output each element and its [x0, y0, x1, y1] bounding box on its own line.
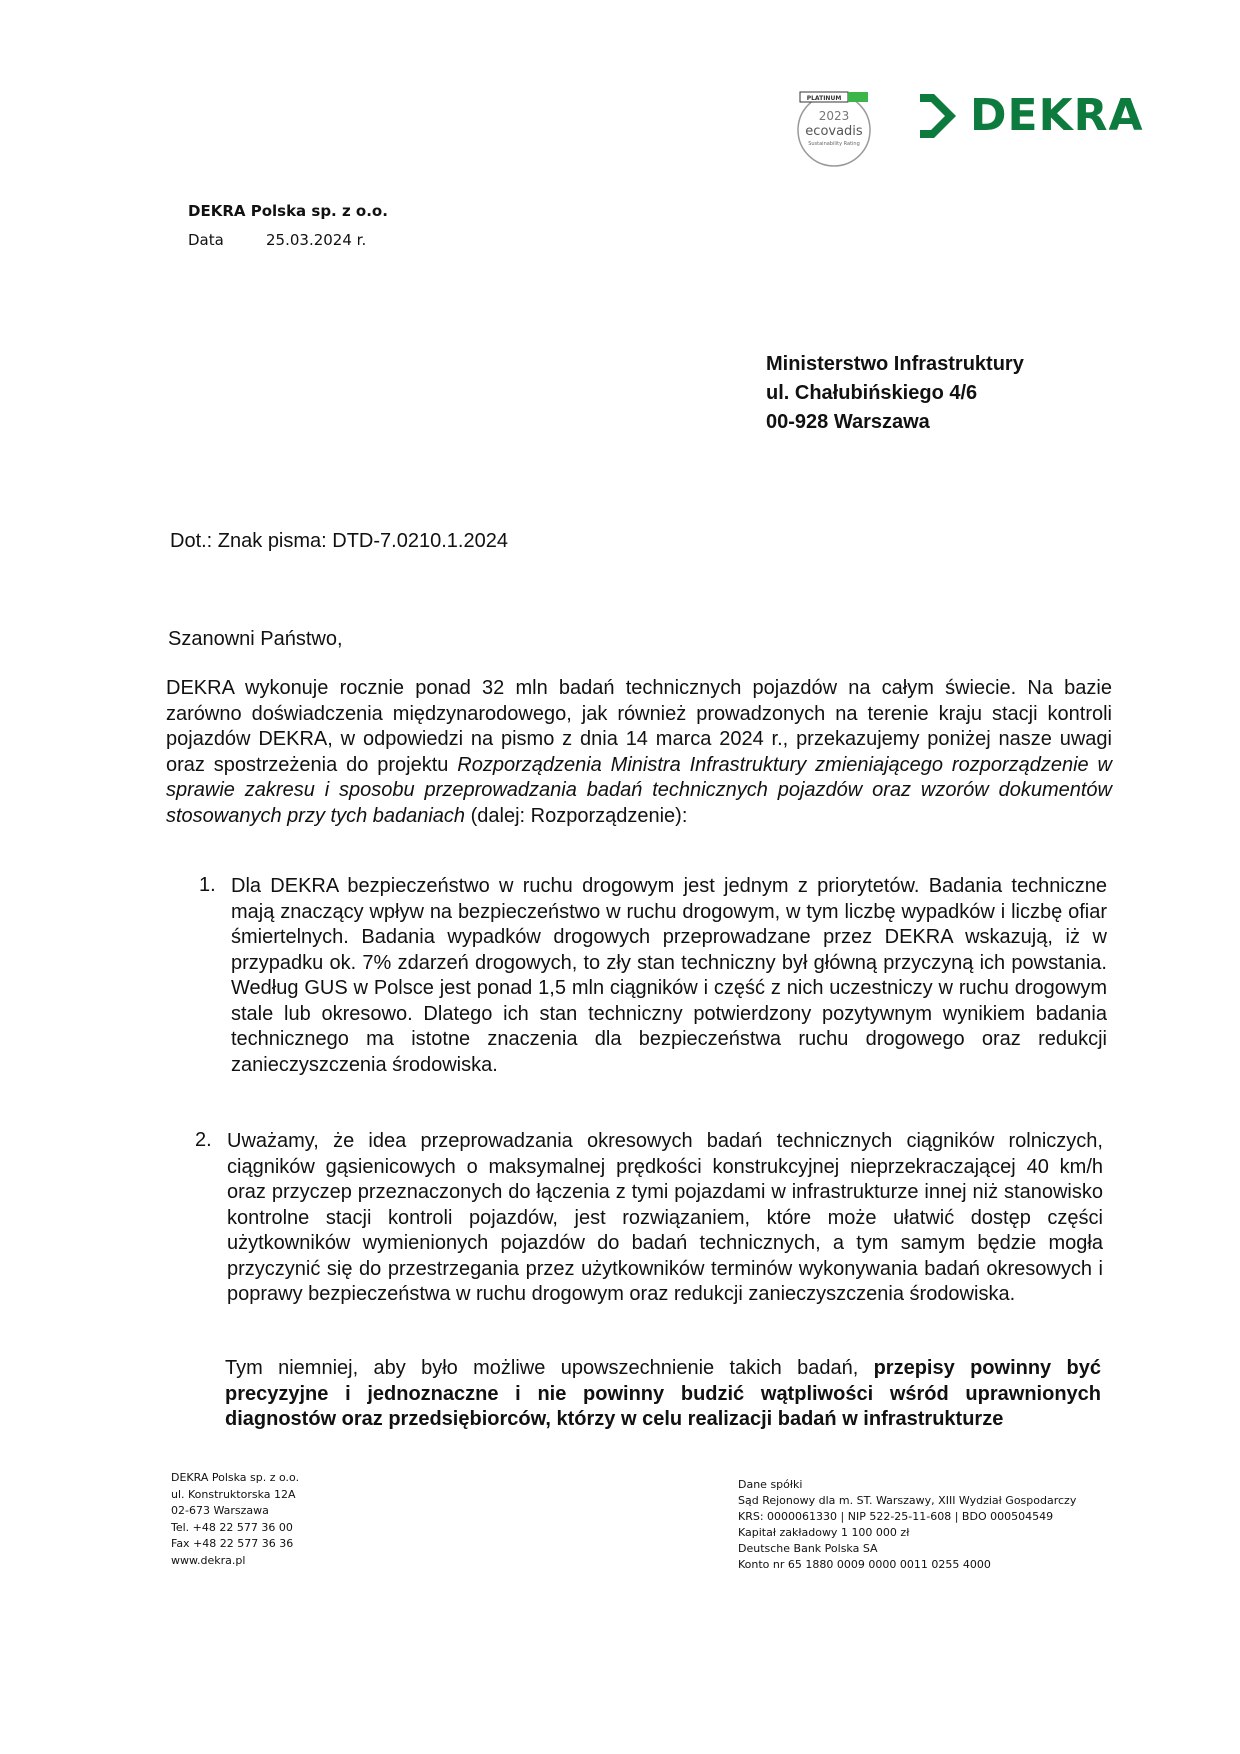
badge-tier: PLATINUM: [806, 95, 842, 102]
follow-up-paragraph: [225, 1356, 1101, 1433]
item-2-number: 2.: [195, 1129, 212, 1151]
date-label: Data: [188, 231, 224, 249]
dekra-logo-text: DEKRA: [970, 90, 1144, 141]
recipient-line-2: ul. Chałubińskiego 4/6: [766, 382, 978, 404]
footer-right-line: Konto nr 65 1880 0009 0000 0011 0255 4000: [738, 1558, 991, 1571]
dekra-chevron-icon: [914, 90, 960, 142]
footer-left-line: 02-673 Warszawa: [171, 1504, 269, 1517]
date-value: 25.03.2024 r.: [266, 231, 367, 249]
ecovadis-badge: [786, 86, 882, 168]
intro-tail: (dalej: Rozporządzenie):: [465, 804, 688, 827]
footer-right-line: Kapitał zakładowy 1 100 000 zł: [738, 1526, 910, 1539]
item-1-text: Dla DEKRA bezpieczeństwo w ruchu drogowym jest jednym z priorytetów. Badania techniczne mają znaczący wpływ na bezpieczeństwo w ruchu drogowym, w tym liczbę wypadków i liczbę ofiar śmiertelnych. Badania wypadków drogowych przeprowadzane przez DEKRA wskazują, iż w przypadku ok. 7% zdarzeń drogowych, to zły stan techniczny był główną przyczyną ich powstania. Według GUS w Polsce jest ponad 1,5 mln ciągników i część z nich uczestniczy w ruchu drogowym stale lub okresowo. Dlatego ich stan techniczny potwierdzony pozytywnym wynikiem badania technicznego ma istotne znaczenia dla bezpieczeństwa ruchu drogowego oraz redukcji zanieczyszczenia środowiska.: [231, 875, 1107, 1076]
recipient-line-3: 00-928 Warszawa: [766, 411, 930, 433]
recipient-address: [766, 350, 1024, 437]
footer-company-data: [738, 1477, 1076, 1573]
dekra-logo: [914, 90, 1144, 142]
intro-text: DEKRA wykonuje rocznie ponad 32 mln badań technicznych pojazdów na całym świecie. Na bazie zarówno doświadczenia międzynarodowego, jak również prowadzonych na terenie kraju stacji kontroli pojazdów DEKRA, w odpowiedzi na pismo z dnia 14 marca 2024 r., przekazujemy poniżej nasze uwagi oraz spostrzeżenia do projektu: [166, 677, 1112, 776]
badge-brand: ecovadis: [805, 124, 863, 139]
follow-up-bold: przepisy powinny być precyzyjne i jednoznaczne i nie powinny budzić wątpliwości wśród uprawnionych diagnostów oraz przedsiębiorców, którzy w celu realizacji badań w infrastrukturze: [225, 1357, 1101, 1430]
sender-company: DEKRA Polska sp. z o.o.: [188, 202, 388, 220]
footer-company-contact: [171, 1470, 299, 1569]
intro-italic: Rozporządzenia Ministra Infrastruktury zmieniającego rozporządzenie w sprawie zakresu i sposobu przeprowadzania badań technicznych pojazdów oraz wzorów dokumentów stosowanych przy tych badaniach: [166, 753, 1112, 827]
footer-right-line: Deutsche Bank Polska SA: [738, 1542, 878, 1555]
footer-left-line: DEKRA Polska sp. z o.o.: [171, 1471, 300, 1484]
recipient-line-1: Ministerstwo Infrastruktury: [766, 353, 1024, 375]
footer-right-line: Sąd Rejonowy dla m. ST. Warszawy, XIII Wydział Gospodarczy: [738, 1494, 1077, 1507]
salutation: Szanowni Państwo,: [168, 628, 343, 650]
reference-line: Dot.: Znak pisma: DTD-7.0210.1.2024: [170, 530, 508, 552]
footer-right-line: KRS: 0000061330 | NIP 522-25-11-608 | BDO 000504549: [738, 1510, 1054, 1523]
badge-tagline: Sustainability Rating: [808, 141, 860, 147]
intro-paragraph: [166, 676, 1112, 829]
item-1-number: 1.: [199, 874, 216, 896]
footer-left-line: Fax +48 22 577 36 36: [171, 1537, 294, 1550]
item-2-text: Uważamy, że idea przeprowadzania okresowych badań technicznych ciągników rolniczych, ciągników gąsienicowych o maksymalnej prędkości konstrukcyjnej nieprzekraczającej 40 km/h oraz przyczep przeznaczonych do łączenia z tymi pojazdami w infrastrukturze innej niż stanowisko kontrolne stacji kontroli pojazdów, jest rozwiązaniem, które może ułatwić dostęp części użytkowników wymienionych pojazdów do badań technicznych, a tym samym będzie mogła przyczynić się do przestrzegania przez użytkowników terminów wykonywania badań okresowych i poprawy bezpieczeństwa w ruchu drogowym oraz redukcji zanieczyszczenia środowiska.: [227, 1130, 1103, 1305]
badge-year: 2023: [818, 109, 850, 123]
follow-up-text: Tym niemniej, aby było możliwe upowszechnienie takich badań,: [225, 1357, 874, 1379]
footer-left-line: ul. Konstruktorska 12A: [171, 1487, 296, 1501]
footer-website-link[interactable]: www.dekra.pl: [171, 1553, 246, 1567]
footer-left-line: Tel. +48 22 577 36 00: [171, 1520, 293, 1534]
footer-right-line: Dane spółki: [738, 1478, 803, 1491]
